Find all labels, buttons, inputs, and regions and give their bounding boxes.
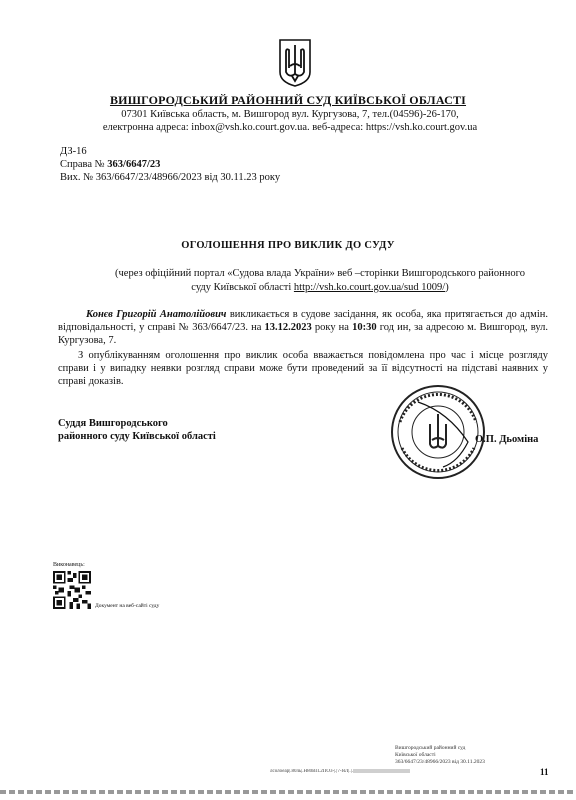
judge-title-line-2: районного суду Київської області (58, 431, 216, 442)
case-number: 363/6647/23 (107, 159, 161, 170)
document-barcode: лсолоеар|.80ль|.Н80ВП.2ПО3-|.|7-ЯЛ|.|.||||||||||||||||||||||||||||||||||||||||||||||||||||||||| (270, 769, 410, 774)
portal-line-2 (80, 281, 560, 295)
qr-code-icon[interactable] (53, 571, 91, 609)
notification-paragraph: З опублікуванням оголошення про виклик особа вважається повідомлена про час і місце розгляду справи і у випадку неявки розгляд справи може бути проведений за її відсутності на підставі наявних у справі доказів. (58, 350, 548, 387)
portal-link[interactable]: http://vsh.ko.court.gov.ua/sud 1009/ (293, 282, 446, 293)
signer-name: О.П. Дьоміна (475, 434, 539, 445)
registration-stamp-line-2: Київської області (395, 752, 436, 758)
summons-address: год ин, за адресою м. Вишгород, вул. Кургузова, 7. (58, 322, 548, 346)
portal-line-2-close: ) (445, 282, 449, 293)
coat-of-arms-icon (278, 38, 312, 88)
page-mark: 11 (540, 767, 549, 777)
court-address: 07301 Київська область, м. Вишгород вул. Кургузова, 7, тел.(04596)-26-170, (121, 109, 459, 120)
portal-line-2-text: суду Київської області (191, 282, 294, 293)
qr-caption: Документ на веб-сайті суду (95, 603, 160, 609)
portal-note (80, 267, 560, 295)
summons-paragraph (58, 308, 548, 347)
judge-title (58, 417, 216, 443)
person-name: Конєв Григорій Анатолійович (86, 309, 227, 320)
court-contacts: електронна адреса: inbox@vsh.ko.court.gov.ua. веб-адреса: https://vsh.ko.court.gov.ua (102, 122, 478, 133)
summons-text: викликається в судове засідання, як особа, яка притягається до адмін. відповідальності, у справі № 363/6647/23. на (58, 309, 548, 333)
registration-stamp-line-3: 363/6647/23/48966/2023 від 30.11.2023 (395, 759, 485, 765)
executor-label: Виконавець: (53, 562, 85, 568)
court-name: ВИШГОРОДСЬКИЙ РАЙОННИЙ СУД КИЇВСЬКОЇ ОБЛАСТІ (109, 93, 467, 107)
outgoing-number: Вих. № 363/6647/23/48966/2023 від 30.11.23 року (60, 172, 281, 183)
judge-title-line-1: Суддя Вишгородського (58, 418, 168, 429)
registration-stamp (395, 745, 545, 766)
court-seal-icon (388, 382, 488, 482)
case-number-line (60, 159, 160, 170)
case-label: Справа № (60, 159, 105, 170)
registration-stamp-line-1: Вишгородський районний суд (395, 745, 466, 751)
document-code: ДЗ-16 (60, 146, 87, 157)
hearing-date: 13.12.2023 (264, 322, 312, 333)
hearing-time: 10:30 (352, 322, 377, 333)
scan-edge-line (0, 790, 576, 794)
portal-line-1: (через офіційний портал «Судова влада України» веб –сторінки Вишгородського районного (115, 268, 525, 279)
notice-title: ОГОЛОШЕННЯ ПРО ВИКЛИК ДО СУДУ (181, 240, 395, 251)
summons-text-mid: року на (311, 322, 353, 333)
